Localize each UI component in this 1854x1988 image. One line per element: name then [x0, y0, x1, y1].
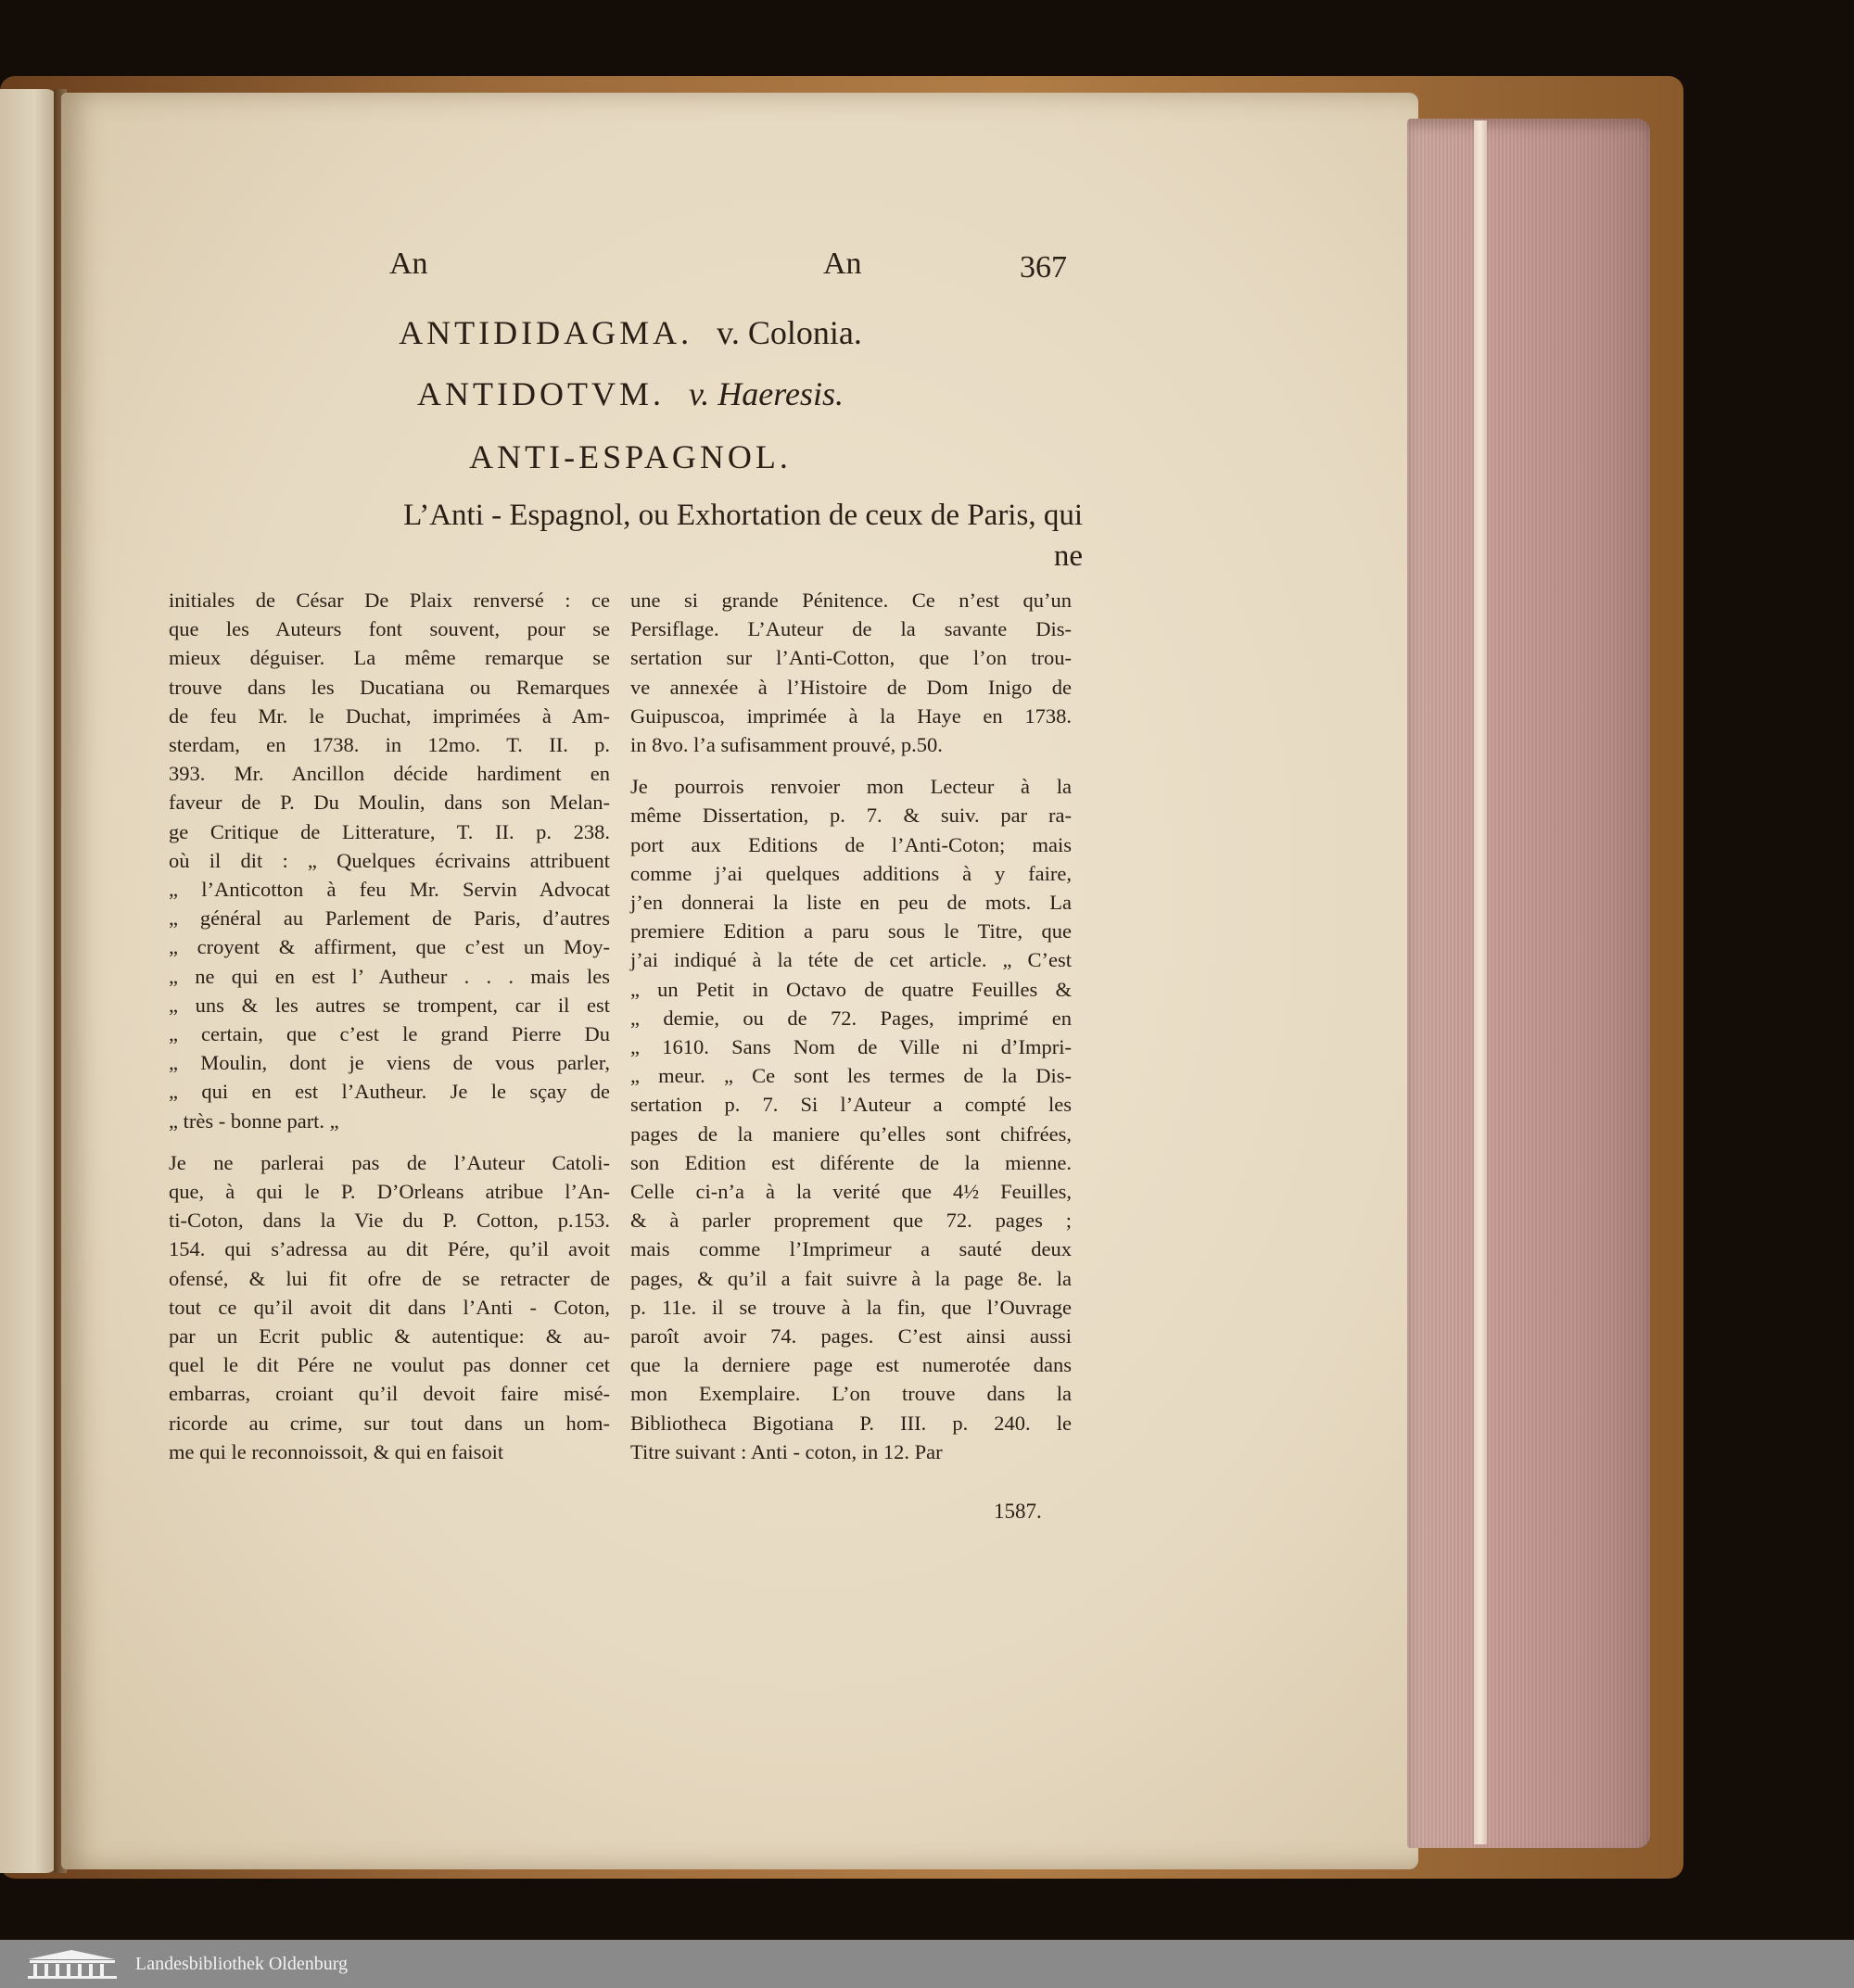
left-column — [169, 586, 610, 1466]
text-line: mais comme l’Imprimeur a sauté deux — [630, 1237, 1072, 1261]
text-line: „ certain, que c’est le grand Pierre Du — [169, 1022, 610, 1046]
text-line: „ très - bonne part. „ — [169, 1108, 339, 1133]
text-line: „ Moulin, dont je viens de vous parler, — [169, 1051, 610, 1075]
text-line: „ qui en est l’Autheur. Je le sçay de — [169, 1080, 610, 1104]
right-column — [630, 586, 1072, 1466]
text-line: que, à qui le P. D’Orleans atribue l’An- — [169, 1180, 610, 1204]
text-line: 154. qui s’adressa au dit Pére, qu’il avoit — [169, 1237, 610, 1261]
text-line: son Edition est diférente de la mienne. — [630, 1150, 1072, 1174]
text-line: de feu Mr. le Duchat, imprimées à Am- — [169, 703, 610, 728]
text-line: par un Ecrit public & autentique: & au- — [169, 1324, 610, 1349]
text-line: Je ne parlerai pas de l’Auteur Catoli- — [169, 1150, 610, 1174]
text-line: pages de la maniere qu’elles sont chifrées, — [630, 1121, 1072, 1146]
text-line: une si grande Pénitence. Ce n’est qu’un — [630, 589, 1072, 612]
text-line: 393. Mr. Ancillon décide hardiment en — [169, 762, 610, 786]
text-line: quel le dit Pére ne voulut pas donner cet — [169, 1353, 610, 1377]
page-edges — [1407, 119, 1650, 1848]
footer-bar — [0, 1940, 1854, 1988]
text-line: „ général au Parlement de Paris, d’autres — [169, 906, 610, 931]
text-line: que la derniere page est numerotée dans — [630, 1353, 1072, 1377]
text-line: ofensé, & lui fit ofre de se retracter de — [169, 1266, 610, 1290]
entry-heading: ANTIDIDAGMA. — [399, 314, 693, 351]
text-line: „ un Petit in Octavo de quatre Feuilles & — [630, 977, 1072, 1001]
text-line: port aux Editions de l’Anti-Coton; mais — [630, 832, 1072, 856]
entry-reference: v. Haeresis. — [689, 375, 844, 412]
text-line: „ ne qui en est l’ Autheur . . . mais les — [169, 964, 610, 988]
text-line: Persiflage. L’Auteur de la savante Dis- — [630, 617, 1072, 641]
text-line: Celle ci-n’a à la verité que 4½ Feuilles, — [630, 1180, 1072, 1204]
intro-text — [176, 495, 1083, 576]
entry-antidotum — [167, 374, 1094, 413]
text-line: „ meur. „ Ce sont les termes de la Dis- — [630, 1064, 1072, 1088]
text-line: me qui le reconnoissoit, & qui en faisoit — [169, 1439, 504, 1463]
text-line: Je pourrois renvoier mon Lecteur à la — [630, 775, 1072, 799]
text-line: j’en donnerai la liste en peu de mots. La — [630, 891, 1072, 915]
text-line: mieux déguiser. La même remarque se — [169, 646, 610, 670]
text-line: „ 1610. Sans Nom de Ville ni d’Impri- — [630, 1035, 1072, 1059]
section-heading: ANTI-ESPAGNOL. — [469, 438, 792, 475]
text-line: in 8vo. l’a sufisamment prouvé, p.50. — [630, 733, 943, 757]
entry-heading: ANTIDOTVM. — [417, 375, 665, 412]
entry-antididagma — [167, 313, 1094, 352]
text-line: „ croyent & affirment, que c’est un Moy- — [169, 935, 610, 959]
intro-line-1: L’Anti - Espagnol, ou Exhortation de ceux de Paris, qui — [403, 499, 1083, 532]
text-line: sertation p. 7. Si l’Auteur a compté les — [630, 1093, 1072, 1117]
library-name: Landesbibliothek Oldenburg — [135, 1953, 349, 1974]
text-line: ti-Coton, dans la Vie du P. Cotton, p.153. — [169, 1209, 610, 1233]
intro-line-2: ne — [1053, 539, 1083, 573]
text-line: sterdam, en 1738. in 12mo. T. II. p. — [169, 733, 610, 757]
text-line: paroît avoir 74. pages. C’est ainsi aussi — [630, 1324, 1072, 1349]
text-line: tout ce qu’il avoit dit dans l’Anti - Coton, — [169, 1295, 610, 1319]
text-line: sertation sur l’Anti-Cotton, que l’on trou- — [630, 646, 1072, 670]
text-line: „ l’Anticotton à feu Mr. Servin Advocat — [169, 878, 610, 902]
paragraph-gap — [630, 759, 1072, 772]
text-line: „ demie, ou de 72. Pages, imprimé en — [630, 1006, 1072, 1030]
text-line: embarras, croiant qu’il devoit faire misé- — [169, 1382, 610, 1406]
text-line: & à parler proprement que 72. pages ; — [630, 1209, 1072, 1233]
text-line: comme j’ai quelques additions à y faire, — [630, 861, 1072, 885]
text-line: Titre suivant : Anti - coton, in 12. Par — [630, 1439, 943, 1463]
text-line: p. 11e. il se trouve à la fin, que l’Ouvrage — [630, 1295, 1072, 1319]
text-line: Guipuscoa, imprimée à la Haye en 1738. — [630, 703, 1072, 728]
text-line: faveur de P. Du Moulin, dans son Melan- — [169, 791, 610, 815]
running-head-left: An — [389, 247, 428, 281]
text-line: ve annexée à l’Histoire de Dom Inigo de — [630, 675, 1072, 699]
running-head-center: An — [823, 247, 862, 281]
page-edge-highlight — [1474, 120, 1487, 1844]
entry-reference: v. Colonia. — [717, 314, 862, 351]
text-line: trouve dans les Ducatiana ou Remarques — [169, 675, 610, 699]
text-line: que les Auteurs font souvent, pour se — [169, 617, 610, 641]
catchword: 1587. — [994, 1500, 1042, 1523]
left-page-edge — [0, 89, 57, 1873]
text-line: même Dissertation, p. 7. & suiv. par ra- — [630, 804, 1072, 828]
page-number: 367 — [1020, 250, 1067, 285]
text-line: j’ai indiqué à la téte de cet article. „ C’est — [630, 948, 1072, 972]
text-line: où il dit : „ Quelques écrivains attribuent — [169, 848, 610, 872]
text-line: Bibliotheca Bigotiana P. III. p. 240. le — [630, 1411, 1072, 1435]
paragraph-gap — [169, 1135, 610, 1148]
text-line: mon Exemplaire. L’on trouve dans la — [630, 1382, 1072, 1406]
text-line: ricorde au crime, sur tout dans un hom- — [169, 1411, 610, 1435]
text-line: premiere Edition a paru sous le Titre, que — [630, 919, 1072, 943]
text-line: „ uns & les autres se trompent, car il est — [169, 993, 610, 1017]
library-building-icon — [20, 1948, 122, 1980]
text-line: ge Critique de Litterature, T. II. p. 238. — [169, 819, 610, 843]
text-line: pages, & qu’il a fait suivre à la page 8e. la — [630, 1266, 1072, 1290]
text-line: initiales de César De Plaix renversé : ce — [169, 589, 610, 612]
